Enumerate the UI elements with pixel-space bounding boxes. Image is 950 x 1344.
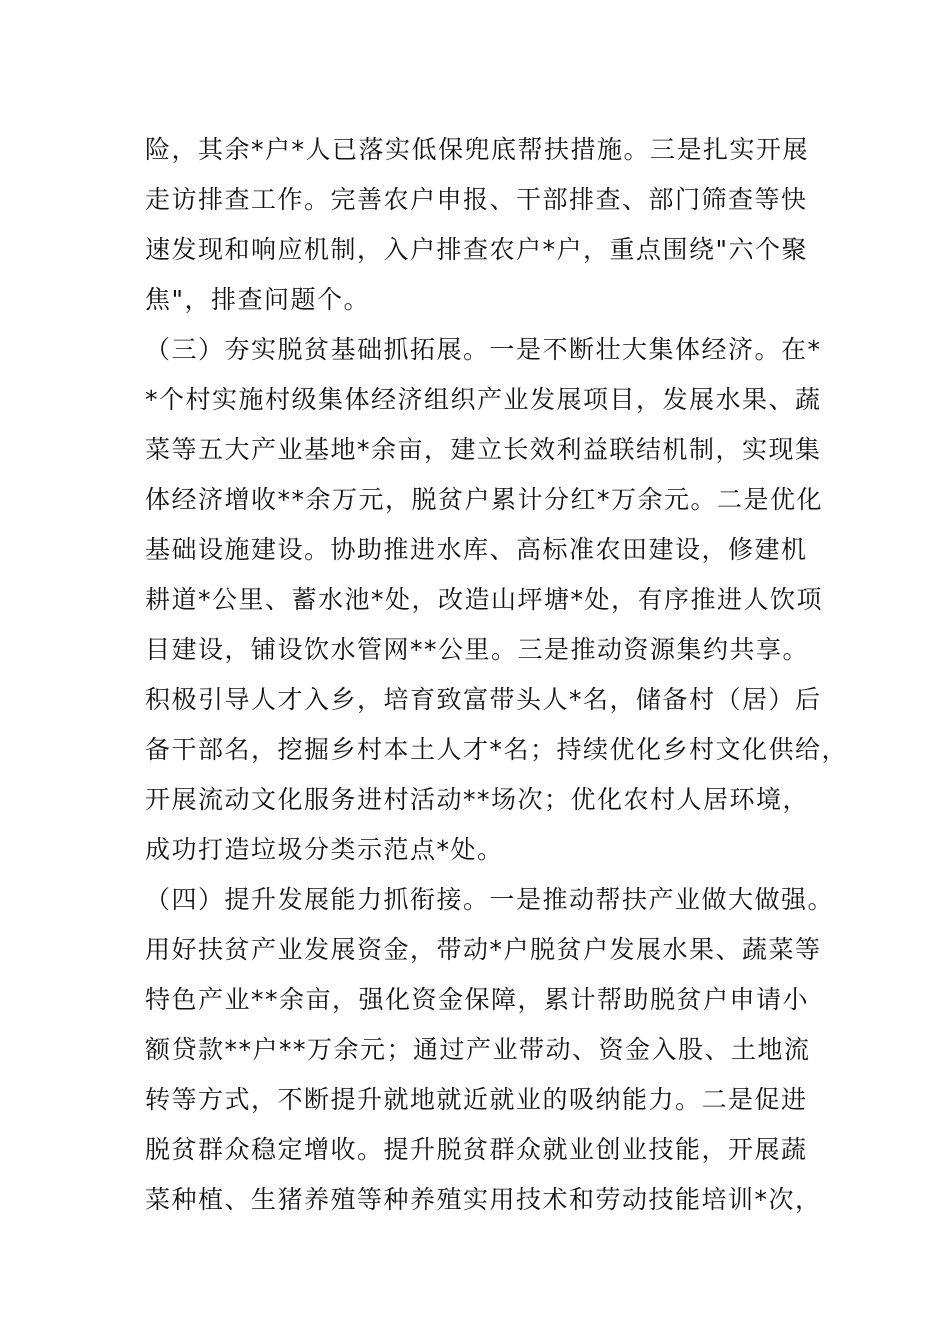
text-line: 成功打造垃圾分类示范点*处。 (145, 835, 504, 864)
text-line: 焦"，排查问题个。 (145, 285, 370, 314)
text-line: 特色产业**余亩，强化资金保障，累计帮助脱贫户申请小 (145, 985, 810, 1014)
text-line: 备干部名，挖掘乡村本土人才*名；持续优化乡村文化供给， (145, 735, 849, 764)
text-line: 脱贫群众稳定增收。提升脱贫群众就业创业技能，开展蔬 (145, 1135, 808, 1164)
text-line: *个村实施村级集体经济组织产业发展项目，发展水果、蔬 (145, 385, 822, 414)
text-line: 走访排查工作。完善农户申报、干部排查、部门筛查等快 (145, 185, 808, 214)
text-line: 速发现和响应机制，入户排查农户*户，重点围绕"六个聚 (145, 235, 809, 264)
text-line: （四）提升发展能力抓衔接。一是推动帮扶产业做大做强。 (145, 885, 835, 914)
text-line: 目建设，铺设饮水管网**公里。三是推动资源集约共享。 (145, 635, 810, 664)
text-line: 耕道*公里、蓄水池*处，改造山坪塘*处，有序推进人饮项 (145, 585, 824, 614)
text-line: （三）夯实脱贫基础抓拓展。一是不断壮大集体经济。在* (145, 335, 822, 364)
text-line: 险，其余*户*人已落实低保兜底帮扶措施。三是扎实开展 (145, 135, 810, 164)
text-line: 积极引导人才入乡，培育致富带头人*名，储备村（居）后 (145, 685, 822, 714)
text-line: 基础设施建设。协助推进水库、高标准农田建设，修建机 (145, 535, 808, 564)
text-line: 转等方式，不断提升就地就近就业的吸纳能力。二是促进 (145, 1085, 808, 1114)
text-line: 体经济增收**余万元，脱贫户累计分红*万余元。二是优化 (145, 485, 824, 514)
text-line: 用好扶贫产业发展资金，带动*户脱贫户发展水果、蔬菜等 (145, 935, 822, 964)
text-line: 开展流动文化服务进村活动**场次；优化农村人居环境， (145, 785, 810, 814)
text-line: 额贷款**户**万余元；通过产业带动、资金入股、土地流 (145, 1035, 811, 1064)
text-line: 菜种植、生猪养殖等种养殖实用技术和劳动技能培训*次， (145, 1185, 822, 1214)
text-line: 菜等五大产业基地*余亩，建立长效利益联结机制，实现集 (145, 435, 822, 464)
